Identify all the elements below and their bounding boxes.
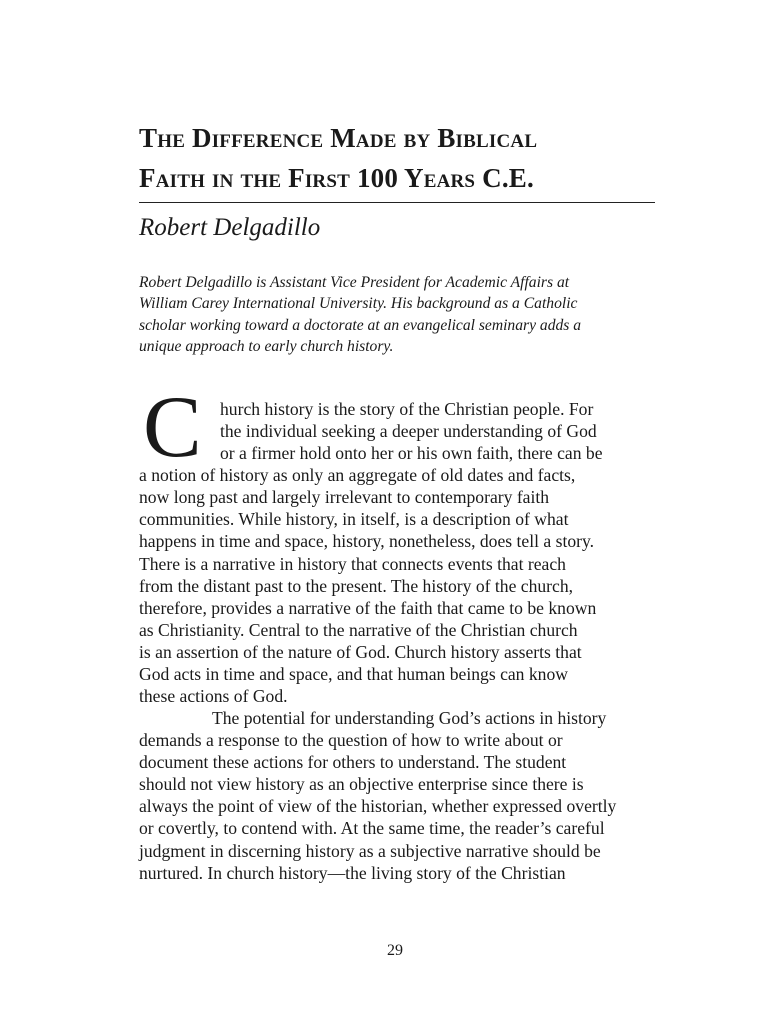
bio-line: scholar working toward a doctorate at an evangelical seminary adds a [139,316,582,334]
body-line: should not view history as an objective enterprise since there is [139,774,584,795]
body-line: a notion of history as only an aggregate of old dates and facts, [139,465,576,486]
article-title [139,118,659,198]
author-bio [139,272,659,357]
body-line: these actions of God. [139,686,288,707]
body-line: judgment in discerning history as a subjective narrative should be [139,840,601,861]
body-line: from the distant past to the present. The history of the church, [139,575,574,596]
body-line: God acts in time and space, and that human beings can know [139,663,568,684]
body-line: or a firmer hold onto her or his own faith, there can be [220,443,603,464]
author-name: Robert Delgadillo [139,214,321,241]
title-divider [139,202,655,203]
body-line: always the point of view of the historian, whether expressed overtly [139,796,617,817]
bio-line: William Carey International University. His background as a Catholic [139,295,578,313]
bio-line: unique approach to early church history. [139,337,394,355]
body-line: is an assertion of the nature of God. Church history asserts that [139,641,582,662]
body-line: therefore, provides a narrative of the faith that came to be known [139,597,597,618]
body-line: nurtured. In church history—the living story of the Christian [139,862,566,883]
title-line: The Difference Made by Biblical [139,123,538,153]
body-line: as Christianity. Central to the narrative of the Christian church [139,619,578,640]
body-line: happens in time and space, history, nonetheless, does tell a story. [139,531,595,552]
bio-line: Robert Delgadillo is Assistant Vice President for Academic Affairs at [139,274,570,291]
body-line: or covertly, to contend with. At the same time, the reader’s careful [139,818,605,839]
body-line: demands a response to the question of how to write about or [139,730,563,751]
body-line: now long past and largely irrelevant to contemporary faith [139,487,550,508]
body-line: The potential for understanding God’s actions in history [212,708,607,729]
drop-cap: C [143,379,202,476]
page-number: 29 [387,942,403,959]
title-line: Faith in the First 100 Years C.E. [139,163,534,193]
body-text [139,398,664,884]
body-line: There is a narrative in history that connects events that reach [139,553,566,574]
body-line: the individual seeking a deeper understanding of God [220,421,597,442]
body-line: document these actions for others to understand. The student [139,752,567,773]
body-line: communities. While history, in itself, is a description of what [139,509,569,530]
body-line: hurch history is the story of the Christian people. For [220,399,594,419]
